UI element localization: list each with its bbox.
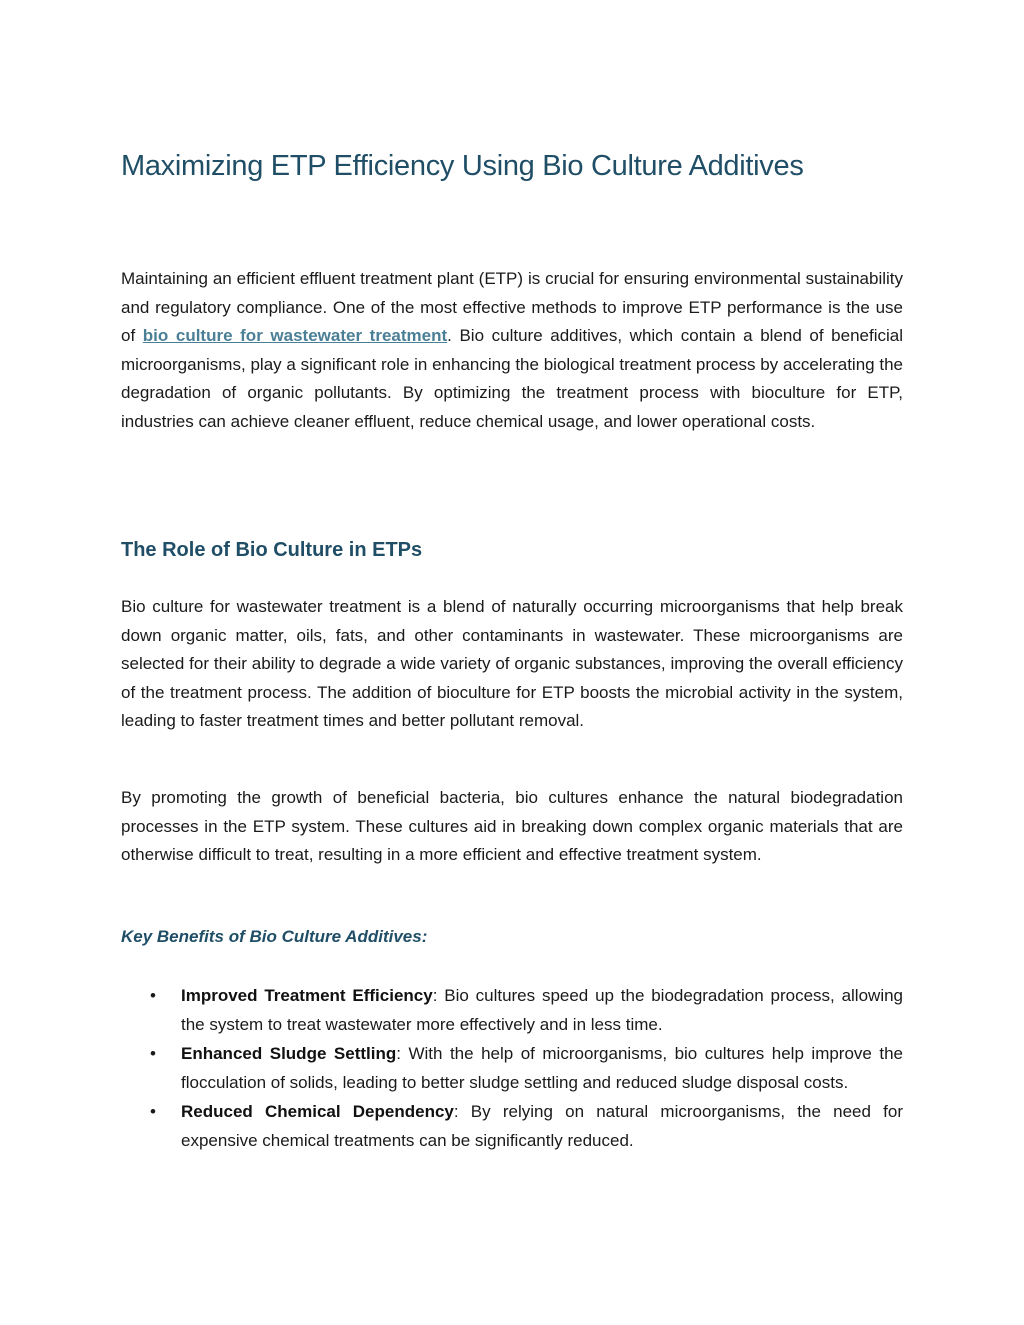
intro-paragraph: [121, 265, 903, 437]
role-paragraph-2: By promoting the growth of beneficial bacteria, bio cultures enhance the natural biodegradation processes in the ETP system. These cultures aid in breaking down complex organic materials that are otherwise difficult to treat, resulting in a more efficient and effective treatment system.: [121, 788, 903, 865]
benefits-heading: Key Benefits of Bio Culture Additives:: [121, 927, 428, 946]
benefit-text: : Bio cultures speed up the biodegradation process, allowing the system to treat wastewater more effectively and in less time.: [181, 986, 903, 1034]
list-item: [121, 982, 903, 1039]
benefits-list: [121, 982, 903, 1157]
bullet-icon: •: [150, 1044, 156, 1064]
benefit-label: Improved Treatment Efficiency: [181, 986, 433, 1005]
benefit-label: Reduced Chemical Dependency: [181, 1102, 454, 1122]
benefit-label: Enhanced Sludge Settling: [181, 1044, 397, 1064]
bullet-icon: •: [150, 1102, 156, 1122]
benefit-text: : By relying on natural microorganisms, the need for expensive chemical treatments can be significantly reduced.: [181, 1102, 903, 1150]
intro-text-after-link: . Bio culture additives, which contain a blend of beneficial microorganisms, play a significant role in enhancing the biological treatment process by accelerating the degradation of organic pollutants. By optimizing the treatment process with bioculture for ETP, industries can achieve cleaner effluent, reduce chemical usage, and lower operational costs.: [121, 326, 904, 431]
benefit-text: : With the help of microorganisms, bio cultures help improve the flocculation of solids, leading to better sludge settling and reduced sludge disposal costs.: [181, 1044, 904, 1092]
intro-text-before-link: Maintaining an efficient effluent treatment plant (ETP) is crucial for ensuring environmental sustainability and regulatory compliance. One of the most effective methods to improve ETP performance is the use of: [121, 269, 903, 346]
role-paragraph-1: Bio culture for wastewater treatment is a blend of naturally occurring microorganisms that help break down organic matter, oils, fats, and other contaminants in wastewater. These microorganisms are selected for their ability to degrade a wide variety of organic substances, improving the overall efficiency of the treatment process. The addition of bioculture for ETP boosts the microbial activity in the system, leading to faster treatment times and better pollutant removal.: [121, 597, 903, 731]
page-title: Maximizing ETP Efficiency Using Bio Culture Additives: [121, 150, 804, 182]
list-item: [121, 1098, 903, 1155]
bullet-icon: •: [150, 986, 156, 1005]
bio-culture-link[interactable]: bio culture for wastewater treatment: [142, 326, 448, 346]
section-heading-role: The Role of Bio Culture in ETPs: [121, 539, 423, 561]
list-item: [121, 1040, 903, 1097]
